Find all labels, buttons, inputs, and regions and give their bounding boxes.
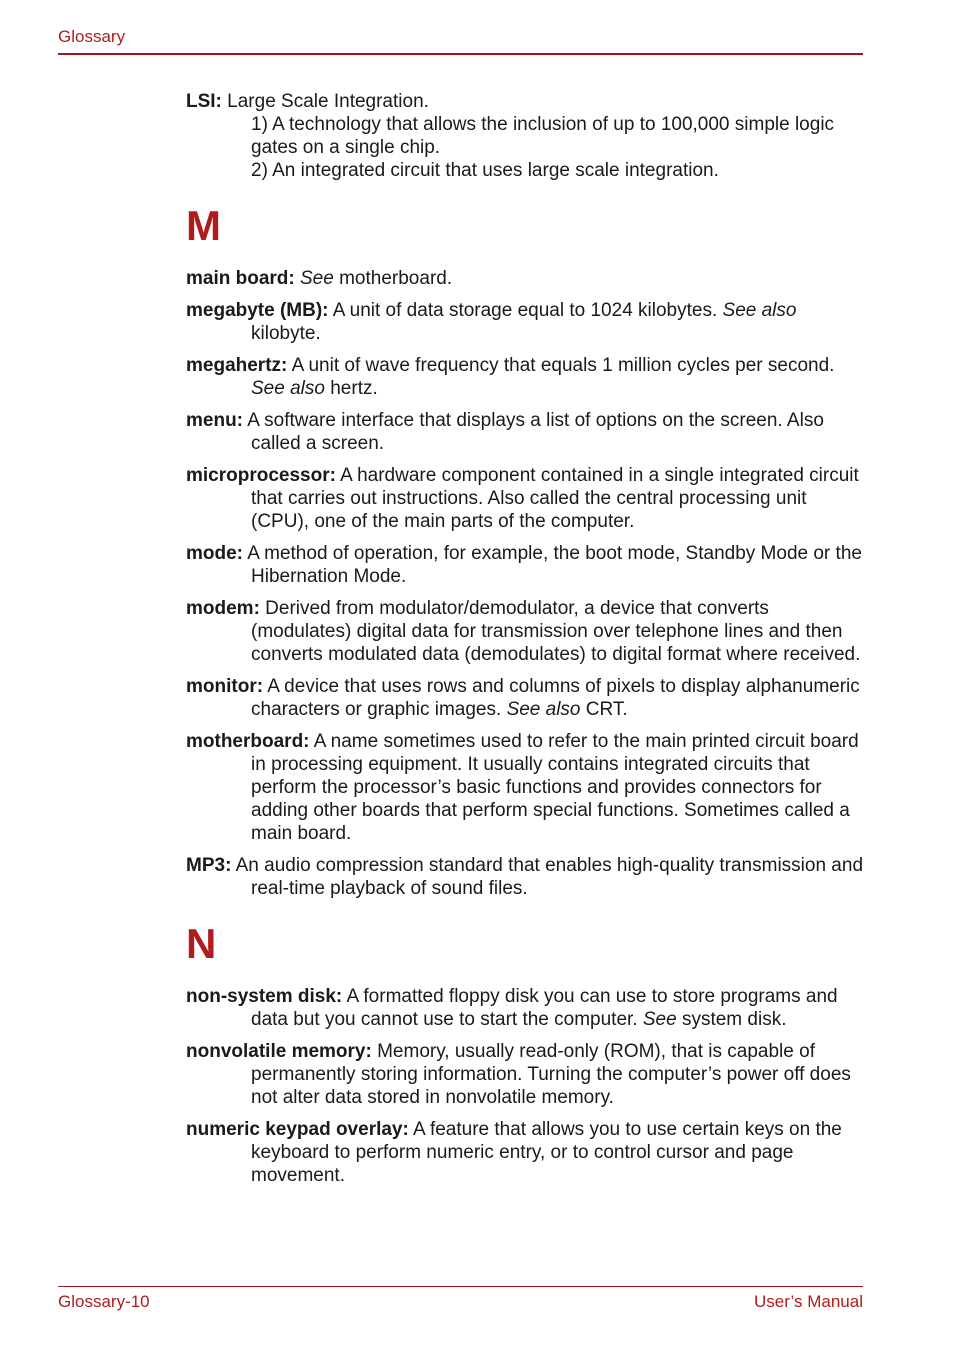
entry-definition: A software interface that displays a list of options on the screen. Also called a screen.	[243, 410, 824, 454]
entry-definition: Large Scale Integration.	[221, 91, 429, 112]
section-letter-n: N	[186, 920, 218, 967]
entry-see: See also	[722, 300, 797, 321]
glossary-entry-mode	[186, 542, 866, 588]
entry-definition: A hardware component contained in a single integrated circuit that carries out instructions. Also called the central processing unit (CPU), one of the main parts of the computer.	[251, 465, 859, 532]
glossary-entry-main-board	[186, 267, 866, 290]
lsi-item-2: 2) An integrated circuit that uses large scale integration.	[251, 160, 719, 181]
footer-rule	[58, 1286, 863, 1287]
entry-definition: Derived from modulator/demodulator, a device that converts (modulates) digital data for transmission over telephone lines and then converts modulated data (demodulates) to digital format where received.	[251, 598, 861, 665]
entry-term: MP3:	[186, 855, 232, 876]
entry-term: numeric keypad overlay:	[186, 1119, 409, 1140]
entry-definition: A feature that allows you to use certain keys on the keyboard to perform numeric entry, or to control cursor and page movement.	[251, 1119, 842, 1186]
glossary-entry-motherboard	[186, 730, 866, 845]
entry-definition: A unit of wave frequency that equals 1 million cycles per second.	[287, 355, 835, 376]
entry-term: non-system disk:	[186, 986, 343, 1007]
entry-see: See	[294, 268, 334, 289]
glossary-entry-lsi	[186, 90, 866, 113]
glossary-entry-monitor	[186, 675, 866, 721]
glossary-entry-modem	[186, 597, 866, 666]
page-header-title: Glossary	[58, 27, 126, 46]
section-letter-m: M	[186, 202, 222, 249]
entry-term: motherboard:	[186, 731, 310, 752]
entry-see-target: hertz.	[324, 378, 378, 399]
glossary-entry-non-system-disk	[186, 985, 866, 1031]
glossary-content	[186, 90, 866, 1196]
glossary-entry-numeric-keypad-overlay	[186, 1118, 866, 1187]
entry-see: See	[642, 1009, 677, 1030]
entry-see-target: CRT.	[580, 699, 628, 720]
entry-definition: A device that uses rows and columns of pixels to display alphanumeric characters or graphic images.	[251, 676, 860, 720]
entry-definition: A unit of data storage equal to 1024 kilobytes.	[328, 300, 723, 321]
entry-definition: A name sometimes used to refer to the main printed circuit board in processing equipment. It usually contains integrated circuits that perform the processor’s basic functions and provides connectors for adding other boards that perform special functions. Sometimes called a main board.	[251, 731, 859, 844]
glossary-entry-mp3	[186, 854, 866, 900]
entry-see-target: motherboard.	[333, 268, 453, 289]
entry-term: menu:	[186, 410, 243, 431]
glossary-entry-menu	[186, 409, 866, 455]
entry-term: megabyte (MB):	[186, 300, 329, 321]
glossary-entry-megahertz	[186, 354, 866, 400]
entry-definition: A method of operation, for example, the boot mode, Standby Mode or the Hibernation Mode.	[243, 543, 862, 587]
entry-term: LSI:	[186, 91, 222, 112]
glossary-entry-nonvolatile-memory	[186, 1040, 866, 1109]
entry-term: mode:	[186, 543, 243, 564]
entry-term: monitor:	[186, 676, 264, 697]
entry-see: See also	[506, 699, 581, 720]
lsi-item-1: 1) A technology that allows the inclusion of up to 100,000 simple logic gates on a single chip.	[251, 114, 835, 158]
entry-term: megahertz:	[186, 355, 288, 376]
entry-definition: Memory, usually read-only (ROM), that is capable of permanently storing information. Turning the computer’s power off does not alter data stored in nonvolatile memory.	[251, 1041, 851, 1108]
entry-definition: An audio compression standard that enables high-quality transmission and real-time playback of sound files.	[231, 855, 864, 899]
manual-title: User’s Manual	[754, 1292, 863, 1311]
entry-see-target: kilobyte.	[251, 323, 321, 344]
entry-term: modem:	[186, 598, 260, 619]
entry-see: See also	[251, 378, 325, 399]
entry-term: main board:	[186, 268, 295, 289]
entry-term: nonvolatile memory:	[186, 1041, 372, 1062]
glossary-entry-microprocessor	[186, 464, 866, 533]
header-rule	[58, 53, 863, 55]
entry-see-target: system disk.	[676, 1009, 787, 1030]
glossary-entry-megabyte	[186, 299, 866, 345]
entry-term: microprocessor:	[186, 465, 336, 486]
entry-definition: A formatted floppy disk you can use to store programs and data but you cannot use to start the computer.	[251, 986, 838, 1030]
page-number: Glossary-10	[58, 1292, 150, 1311]
